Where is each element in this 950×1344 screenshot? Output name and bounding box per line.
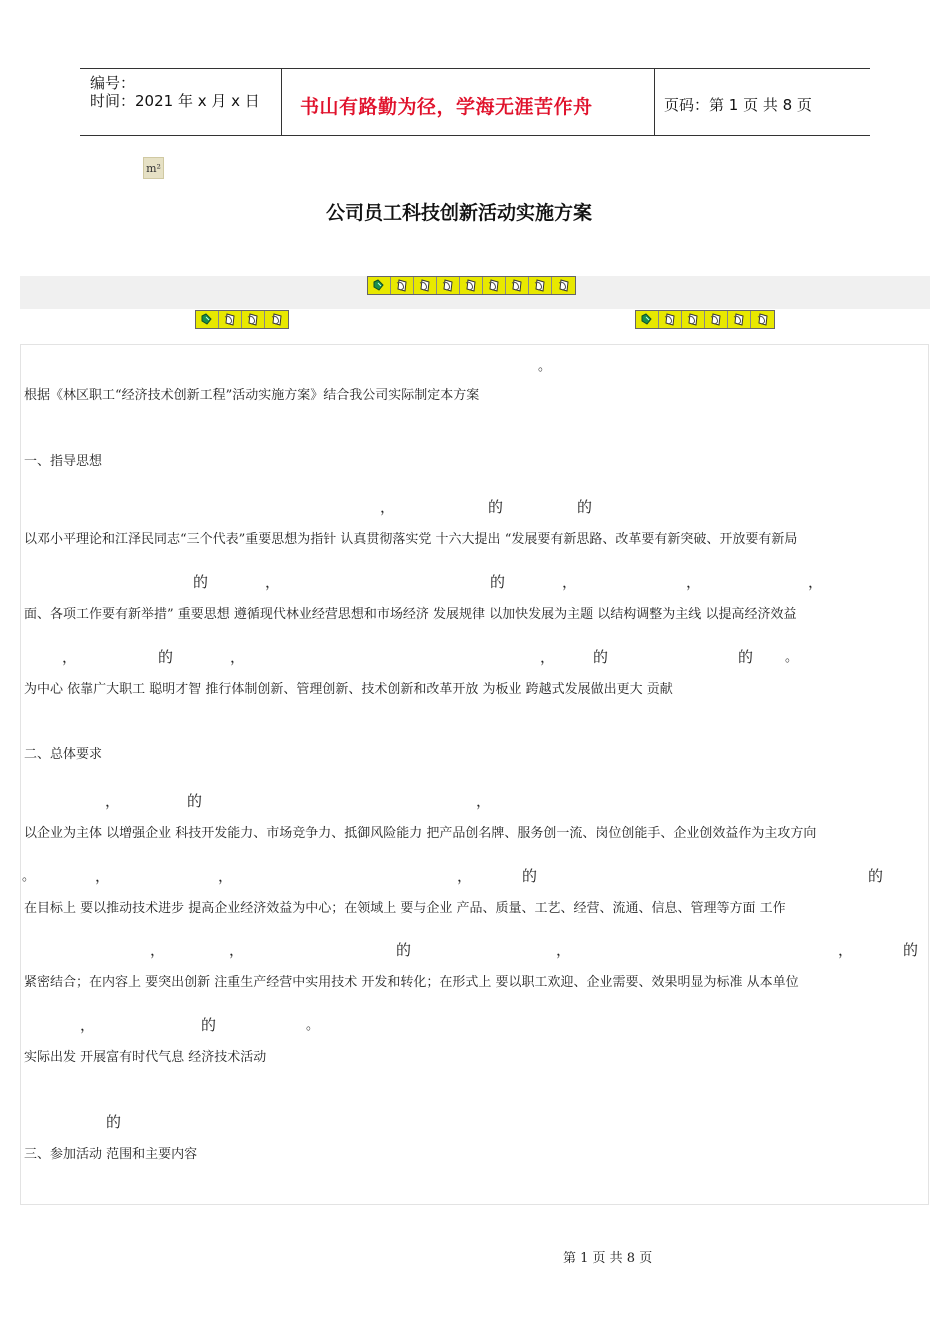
page-icon[interactable] [242, 311, 265, 328]
overlay-comma: ， [838, 941, 854, 959]
toc-icon[interactable] [368, 277, 391, 294]
number-label: 编号： [90, 74, 136, 92]
page-icon[interactable] [705, 311, 728, 328]
document-title: 公司员工科技创新活动实施方案 [326, 202, 593, 224]
paragraph-line: 以邓小平理论和江泽民同志“三个代表”重要思想为指针 认真贯彻落实党 十六大提出 “发展要有新思路、改革要有新突破、开放要有新局 [24, 532, 798, 547]
paragraph-line: 以企业为主体 以增强企业 科技开发能力、市场竞争力、抵御风险能力 把产品创名牌、服务创一流、岗位创能手、企业创效益作为主攻方向 [24, 826, 817, 841]
toolbar-right [635, 310, 775, 329]
page-info: 页码：第 1 页 共 8 页 [664, 96, 812, 114]
overlay-comma: ， [476, 792, 492, 810]
toc-icon[interactable] [636, 311, 659, 328]
overlay-de: 的 [488, 498, 504, 516]
overlay-de: 的 [738, 648, 754, 666]
overlay-de: 的 [868, 867, 884, 885]
content-frame [20, 344, 929, 1205]
section-heading: 二、总体要求 [24, 747, 103, 762]
toc-icon[interactable] [196, 311, 219, 328]
page-icon[interactable] [751, 311, 774, 328]
overlay-de: 的 [158, 648, 174, 666]
paragraph-line: 紧密结合；在内容上 要突出创新 注重生产经营中实用技术 开发和转化；在形式上 要以职工欢迎、企业需要、效果明显为标准 从本单位 [24, 975, 799, 990]
overlay-comma: ， [457, 867, 473, 885]
page-icon[interactable] [265, 311, 288, 328]
page-icon[interactable] [414, 277, 437, 294]
overlay-period: 。 [22, 869, 36, 884]
overlay-comma: ， [265, 573, 281, 591]
overlay-comma: ， [808, 573, 824, 591]
section-heading: 三、参加活动 范围和主要内容 [24, 1147, 198, 1162]
overlay-comma: ， [218, 867, 234, 885]
overlay-comma: ， [556, 941, 572, 959]
overlay-comma: ， [229, 941, 245, 959]
overlay-comma: ， [562, 573, 578, 591]
page-icon[interactable] [506, 277, 529, 294]
overlay-comma: ， [105, 792, 121, 810]
paragraph-line: 面、各项工作要有新举措” 重要思想 遵循现代林业经营思想和市场经济 发展规律 以加快发展为主题 以结构调整为主线 以提高经济效益 [24, 607, 797, 622]
header-divider [654, 68, 655, 136]
overlay-comma: ， [380, 498, 396, 516]
page-icon[interactable] [391, 277, 414, 294]
page-icon[interactable] [552, 277, 575, 294]
overlay-comma: ， [95, 867, 111, 885]
overlay-de: 的 [490, 573, 506, 591]
time-label: 时间：2021 年 x 月 x 日 [90, 92, 260, 110]
header-divider [281, 68, 282, 136]
overlay-de: 的 [396, 941, 412, 959]
header-motto: 书山有路勤为径，学海无涯苦作舟 [300, 96, 593, 118]
overlay-period: 。 [785, 650, 799, 665]
page-icon[interactable] [529, 277, 552, 294]
page-icon[interactable] [728, 311, 751, 328]
period-mark: 。 [538, 359, 552, 374]
overlay-de: 的 [522, 867, 538, 885]
overlay-de: 的 [593, 648, 609, 666]
paragraph-line: 在目标上 要以推动技术进步 提高企业经济效益为中心；在领域上 要与企业 产品、质量、工艺、经营、流通、信息、管理等方面 工作 [24, 901, 786, 916]
overlay-de: 的 [187, 792, 203, 810]
overlay-comma: ， [62, 648, 78, 666]
section-heading: 一、指导思想 [24, 454, 103, 469]
overlay-comma: ， [80, 1016, 96, 1034]
overlay-comma: ， [150, 941, 166, 959]
intro-paragraph: 根据《林区职工“经济技术创新工程”活动实施方案》结合我公司实际制定本方案 [24, 388, 480, 403]
header-bottom-rule [80, 135, 870, 136]
overlay-comma: ， [230, 648, 246, 666]
toolbar-left [195, 310, 289, 329]
overlay-de: 的 [106, 1113, 122, 1131]
overlay-de: 的 [201, 1016, 217, 1034]
page-icon[interactable] [219, 311, 242, 328]
overlay-de: 的 [577, 498, 593, 516]
page-icon[interactable] [682, 311, 705, 328]
overlay-de: 的 [193, 573, 209, 591]
overlay-de: 的 [903, 941, 919, 959]
page-icon[interactable] [437, 277, 460, 294]
overlay-period: 。 [306, 1018, 320, 1033]
unit-symbol: m² [143, 157, 164, 179]
toolbar-center [367, 276, 576, 295]
header-top-rule [80, 68, 870, 69]
page-icon[interactable] [460, 277, 483, 294]
paragraph-line: 为中心 依靠广大职工 聪明才智 推行体制创新、管理创新、技术创新和改革开放 为板业 跨越式发展做出更大 贡献 [24, 682, 673, 697]
overlay-comma: ， [540, 648, 556, 666]
page-icon[interactable] [483, 277, 506, 294]
page-footer: 第 1 页 共 8 页 [563, 1251, 653, 1266]
paragraph-line: 实际出发 开展富有时代气息 经济技术活动 [24, 1050, 267, 1065]
page-icon[interactable] [659, 311, 682, 328]
overlay-comma: ， [686, 573, 702, 591]
